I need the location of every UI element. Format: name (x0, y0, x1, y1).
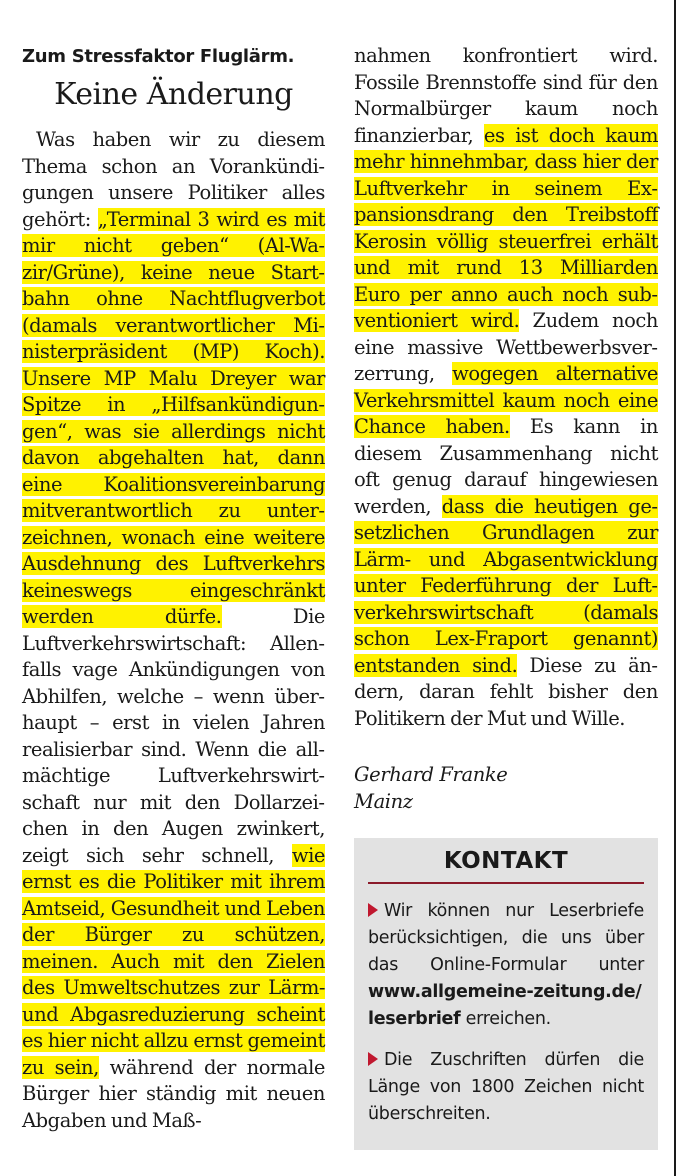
text-segment: Was haben wir zu diesem Thema schon an Vorankündigungen unsere Politiker alles gehört: (22, 128, 325, 231)
contact-note-1 (368, 898, 644, 1033)
contact-note-1-end: erreichen. (460, 1009, 551, 1029)
highlighted-segment: „Terminal 3 wird es mit mir nicht geben“ (Al-Wazir/Grüne), keine neue Startbahn ohne Nachtflugverbot (damals verantwortlicher Ministerpräsident (MP) Koch). Unsere MP Malu Dreyer war Spitze in „Hilfsankündigungen“, was sie allerdings nicht davon abgehalten hat, dann eine Koalitionsvereinbarung mitverantwortlich zu unterzeichnen, wonach eine weitere Ausdehnung des Luftverkehrs keineswegs eingeschränkt werden dürfe. (22, 207, 325, 628)
kicker: Zum Stressfaktor Fluglärm. (22, 46, 295, 67)
text-segment: Die Luftverkehrswirtschaft: Allenfalls vage Ankündigungen von Abhilfen, welche – wenn überhaupt – erst in vielen Jahren realisierbar sind. Wenn die allmächtige Luftverkehrswirtschaft nur mit den Dollarzeichen in den Augen zwinkert, zeigt sich sehr schnell, (22, 605, 325, 867)
article-column-left (22, 43, 325, 1134)
triangle-bullet-icon (368, 1052, 378, 1066)
contact-title: KONTAKT (368, 848, 644, 884)
text-segment: Zudem noch eine massive Wettbewerbsverzerrung, (354, 309, 658, 385)
highlighted-segment: es ist doch kaum mehr hinnehmbar, dass hier der Luftverkehr in seinem Expansionsdrang den Treibstoff Kerosin völlig steuerfrei erhält und mit rund 13 Milliarden Euro per anno auch noch subventioniert wird. (354, 123, 658, 332)
article-body-left (22, 127, 325, 1134)
leserbrief-link[interactable]: www.allgemeine-zeitung.de/ leserbrief (368, 982, 642, 1029)
article-body-right (354, 43, 658, 732)
contact-note-2 (368, 1047, 644, 1128)
article-column-right (354, 43, 658, 815)
column-rule (674, 0, 676, 1176)
contact-note-2-text: Die Zuschriften dürfen die Länge von 1800 Zeichen nicht überschreiten. (368, 1050, 644, 1124)
headline: Keine Änderung (54, 77, 293, 112)
contact-box (354, 838, 658, 1150)
text-segment: Diese zu ändern, daran fehlt bisher den Politikern der Mut und Wille. (354, 653, 658, 730)
author-name: Gerhard Franke (354, 763, 508, 786)
highlighted-segment: wie ernst es die Politiker mit ihrem Amtseid, Gesundheit und Leben der Bürger zu schützen, meinen. Auch mit den Zielen des Umweltschutzes zur Lärm- und Abgasreduzierung scheint es hier nicht allzu ernst gemeint zu sein, (22, 843, 325, 1079)
highlighted-segment: wogegen alternative Verkehrsmittel kaum noch eine Chance haben. (354, 362, 658, 438)
highlighted-segment: dass die heutigen gesetzlichen Grundlagen zur Lärm- und Abgasentwicklung unter Federführung der Luftverkehrswirtschaft (damals schon Lex-Fraport genannt) entstanden sind. (354, 494, 659, 677)
text-segment: nahmen konfrontiert wird. Fossile Brennstoffe sind für den Normalbürger kaum noch finanzierbar, (354, 44, 658, 147)
triangle-bullet-icon (368, 903, 378, 917)
signature (354, 762, 658, 815)
contact-note-1-text: Wir können nur Leserbriefe berücksichtigen, die uns über das Online-Formular unter (368, 901, 644, 975)
text-segment: Es kann in diesem Zusammenhang nicht oft genug darauf hingewiesen werden, (354, 415, 658, 518)
author-city: Mainz (354, 789, 413, 813)
text-segment: während der normale Bürger hier ständig mit neuen Abgaben und Maß- (22, 1055, 325, 1132)
